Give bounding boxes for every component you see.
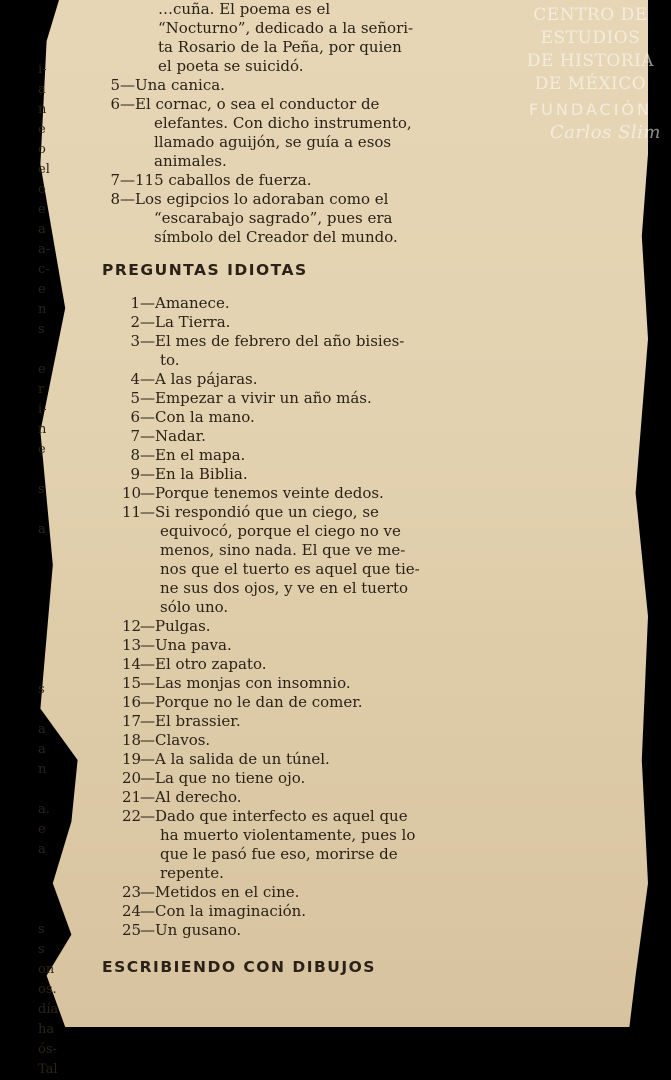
answer-text: Con la mano.: [155, 408, 255, 426]
answer-dash: —: [140, 921, 155, 939]
left-fragment-text: a: [38, 222, 46, 237]
answer-dash: —: [140, 446, 155, 464]
answer-dash: —: [140, 883, 155, 901]
left-fragment-text: s: [38, 682, 45, 697]
answer-number: 3: [130, 332, 140, 350]
answer-item: [122, 750, 542, 769]
answer-item: [122, 389, 542, 408]
left-fragment-text: a: [38, 722, 46, 737]
answer-text: to.: [160, 351, 180, 369]
answer-number: 14: [122, 655, 142, 673]
answer-text: Con la imaginación.: [155, 902, 307, 920]
left-fragment-text: Tal: [38, 1062, 58, 1077]
left-fragment-text: s: [38, 922, 45, 937]
answer-item: [122, 465, 542, 484]
answer-dash: —: [140, 313, 155, 331]
answer-dash: —: [120, 76, 135, 94]
answer-item: [102, 190, 542, 247]
left-fragment-text: [38, 460, 72, 480]
answer-text: animales.: [154, 152, 227, 170]
answer-number: 8: [110, 190, 120, 208]
left-fragment-text: r: [38, 382, 45, 397]
answer-dash: —: [140, 636, 155, 654]
answer-dash: —: [140, 465, 155, 483]
left-fragment-text: a: [38, 522, 46, 537]
left-fragment-text: n: [38, 302, 47, 317]
answer-text: llamado aguijón, se guía a esos: [154, 133, 392, 151]
answer-dash: —: [140, 788, 155, 806]
left-fragment-text: [38, 900, 72, 920]
answer-dash: —: [140, 674, 155, 692]
left-fragment-text: i-: [38, 62, 47, 77]
answer-item: [122, 712, 542, 731]
answer-number: 25: [122, 921, 142, 939]
answer-dash: —: [140, 484, 155, 502]
section-title-preguntas-idiotas: PREGUNTAS IDIOTAS: [102, 261, 308, 279]
answer-text: La que no tiene ojo.: [155, 769, 306, 787]
answer-text: Las monjas con insomnio.: [155, 674, 351, 692]
left-fragment-text: [38, 700, 72, 720]
left-fragment-text: día: [38, 1002, 59, 1017]
answer-number: 18: [122, 731, 142, 749]
left-fragment-text: a.: [38, 802, 50, 817]
left-fragment-text: a: [38, 842, 46, 857]
answer-item: [122, 731, 542, 750]
archive-watermark: [520, 4, 661, 144]
answer-text: Una pava.: [155, 636, 232, 654]
answer-text: Dado que interfecto es aquel que: [155, 807, 408, 825]
intro-line: el poeta se suicidó.: [158, 57, 304, 75]
answer-dash: —: [140, 617, 155, 635]
answer-text: El brassier.: [155, 712, 241, 730]
left-fragment-text: os.: [38, 982, 57, 997]
left-fragment-text: c-: [38, 262, 50, 277]
left-fragment-text: e: [38, 442, 46, 457]
answer-number: 11: [122, 503, 142, 521]
left-fragment-text: s: [38, 942, 45, 957]
watermark-line: CENTRO DE: [533, 5, 648, 25]
answer-item: [122, 503, 542, 617]
answer-number: 21: [122, 788, 142, 806]
answer-text: La Tierra.: [155, 313, 231, 331]
answer-text: 115 caballos de fuerza.: [135, 171, 312, 189]
answer-number: 19: [122, 750, 142, 768]
left-fragment-text: a-: [38, 242, 51, 257]
answer-item: [122, 788, 542, 807]
answer-number: 2: [130, 313, 140, 331]
answer-item: [102, 95, 542, 171]
left-fragment-text: s: [38, 482, 45, 497]
answer-number: 13: [122, 636, 142, 654]
left-fragment-text: [38, 880, 72, 900]
intro-line: …cuña. El poema es el: [158, 0, 331, 18]
answer-number: 5: [130, 389, 140, 407]
answer-text: ha muerto violentamente, pues lo: [160, 826, 416, 844]
answer-item: [122, 655, 542, 674]
left-fragment-text: [38, 500, 72, 520]
answer-dash: —: [140, 370, 155, 388]
answer-number: 24: [122, 902, 142, 920]
answer-number: 5: [110, 76, 120, 94]
answer-dash: —: [140, 902, 155, 920]
clipping-text: [102, 0, 542, 977]
answer-number: 16: [122, 693, 142, 711]
answer-text: sólo uno.: [160, 598, 229, 616]
watermark-line: ESTUDIOS: [540, 28, 641, 48]
answer-item: [122, 484, 542, 503]
left-fragment-text: a: [38, 742, 46, 757]
left-fragment-text: [38, 560, 72, 580]
answer-number: 6: [130, 408, 140, 426]
answer-dash: —: [140, 408, 155, 426]
answer-text: nos que el tuerto es aquel que tie-: [160, 560, 420, 578]
answer-dash: —: [140, 750, 155, 768]
left-fragment-text: e: [38, 822, 46, 837]
left-fragment-text: e: [38, 282, 46, 297]
answer-text: “escarabajo sagrado”, pues era: [154, 209, 393, 227]
left-fragment-text: e: [38, 202, 46, 217]
answer-text: elefantes. Con dicho instrumento,: [154, 114, 412, 132]
answer-dash: —: [140, 693, 155, 711]
watermark-signature: Carlos Slim: [549, 122, 661, 143]
answer-text: A la salida de un túnel.: [155, 750, 330, 768]
left-fragment-text: [38, 600, 72, 620]
answer-text: que le pasó fue eso, morirse de: [160, 845, 398, 863]
answer-number: 9: [130, 465, 140, 483]
answer-text: En el mapa.: [155, 446, 246, 464]
left-fragment-text: ós-: [38, 1042, 57, 1057]
answer-dash: —: [120, 171, 135, 189]
left-fragment-text: [38, 540, 72, 560]
answer-text: El otro zapato.: [155, 655, 267, 673]
left-fragment-text: [38, 640, 72, 660]
answer-item: [122, 883, 542, 902]
watermark-line: DE MÉXICO: [534, 74, 647, 94]
answer-dash: —: [140, 389, 155, 407]
left-fragment-text: e: [38, 122, 46, 137]
answer-text: ne sus dos ojos, y ve en el tuerto: [160, 579, 409, 597]
answer-item: [122, 408, 542, 427]
left-fragment-text: [38, 340, 72, 360]
intro-line: “Nocturno”, dedicado a la señori-: [158, 19, 414, 37]
left-fragment-text: n: [38, 422, 47, 437]
answer-number: 1: [130, 294, 140, 312]
answer-dash: —: [140, 427, 155, 445]
answer-item: [122, 807, 542, 883]
left-fragment-text: [38, 860, 72, 880]
answer-number: 22: [122, 807, 142, 825]
answer-dash: —: [140, 503, 155, 521]
answer-dash: —: [140, 712, 155, 730]
answer-number: 7: [130, 427, 140, 445]
left-fragment-text: n: [38, 102, 47, 117]
answer-item: [122, 370, 542, 389]
answer-number: 23: [122, 883, 142, 901]
answer-number: 15: [122, 674, 142, 692]
answer-item: [122, 693, 542, 712]
answer-dash: —: [140, 294, 155, 312]
answer-item: [122, 769, 542, 788]
left-fragment-text: [38, 660, 72, 680]
answer-dash: —: [140, 807, 155, 825]
answer-text: Metidos en el cine.: [155, 883, 300, 901]
answer-item: [122, 617, 542, 636]
answer-number: 4: [130, 370, 140, 388]
answer-text: El mes de febrero del año bisies-: [155, 332, 405, 350]
answer-item: [102, 171, 542, 190]
left-fragment-text: o: [38, 182, 46, 197]
answer-number: 7: [110, 171, 120, 189]
answer-text: repente.: [160, 864, 224, 882]
answer-dash: —: [140, 332, 155, 350]
left-fragment-text: a: [38, 82, 46, 97]
answer-dash: —: [120, 190, 135, 208]
answer-item: [122, 921, 542, 940]
answer-item: [122, 902, 542, 921]
answer-item: [102, 76, 542, 95]
answer-number: 12: [122, 617, 142, 635]
answer-number: 8: [130, 446, 140, 464]
left-fragment-text: on: [38, 962, 55, 977]
left-fragment-text: e: [38, 362, 46, 377]
answer-item: [122, 427, 542, 446]
answer-text: Clavos.: [155, 731, 211, 749]
answer-text: En la Biblia.: [155, 465, 248, 483]
first-answer-list: [102, 76, 542, 247]
answer-item: [122, 674, 542, 693]
answer-dash: —: [140, 731, 155, 749]
answer-text: Un gusano.: [155, 921, 242, 939]
answer-item: [122, 446, 542, 465]
answer-text: Nadar.: [155, 427, 206, 445]
answer-text: Porque tenemos veinte dedos.: [155, 484, 384, 502]
answer-dash: —: [120, 95, 135, 113]
left-fragment-text: [38, 780, 72, 800]
answer-number: 17: [122, 712, 142, 730]
left-fragment-text: n: [38, 762, 47, 777]
answer-dash: —: [140, 769, 155, 787]
answer-text: El cornac, o sea el conductor de: [135, 95, 380, 113]
left-fragment-text: ha: [38, 1022, 55, 1037]
left-fragment-text: i-: [38, 402, 47, 417]
left-fragment-text: el: [38, 162, 50, 177]
answer-text: Amanece.: [155, 294, 230, 312]
answer-text: Empezar a vivir un año más.: [155, 389, 372, 407]
answer-item: [122, 313, 542, 332]
left-fragment-text: [38, 620, 72, 640]
answer-text: símbolo del Creador del mundo.: [154, 228, 398, 246]
left-fragment-text: s: [38, 322, 45, 337]
intro-paragraph: [102, 0, 542, 76]
answer-number: 10: [122, 484, 142, 502]
answer-dash: —: [140, 655, 155, 673]
answer-text: equivocó, porque el ciego no ve: [160, 522, 401, 540]
watermark-fundacion: FUNDACIÓN: [528, 100, 652, 119]
answer-text: Los egipcios lo adoraban como el: [135, 190, 389, 208]
watermark-line: DE HISTORIA: [526, 51, 655, 71]
answer-text: Al derecho.: [155, 788, 242, 806]
answer-text: Una canica.: [135, 76, 225, 94]
answer-text: A las pájaras.: [155, 370, 258, 388]
answer-text: Porque no le dan de comer.: [155, 693, 363, 711]
answer-text: menos, sino nada. El que ve me-: [160, 541, 406, 559]
left-column-fragment: [38, 60, 72, 1080]
answer-number: 6: [110, 95, 120, 113]
answer-item: [122, 332, 542, 370]
left-fragment-text: [38, 580, 72, 600]
answer-item: [122, 636, 542, 655]
answer-number: 20: [122, 769, 142, 787]
answer-item: [122, 294, 542, 313]
left-fragment-text: o: [38, 142, 46, 157]
intro-line: ta Rosario de la Peña, por quien: [158, 38, 402, 56]
section-title-escribiendo-con-dibujos: ESCRIBIENDO CON DIBUJOS: [102, 958, 376, 976]
answer-text: Pulgas.: [155, 617, 211, 635]
answer-text: Si respondió que un ciego, se: [155, 503, 379, 521]
answer-list: [102, 294, 542, 940]
